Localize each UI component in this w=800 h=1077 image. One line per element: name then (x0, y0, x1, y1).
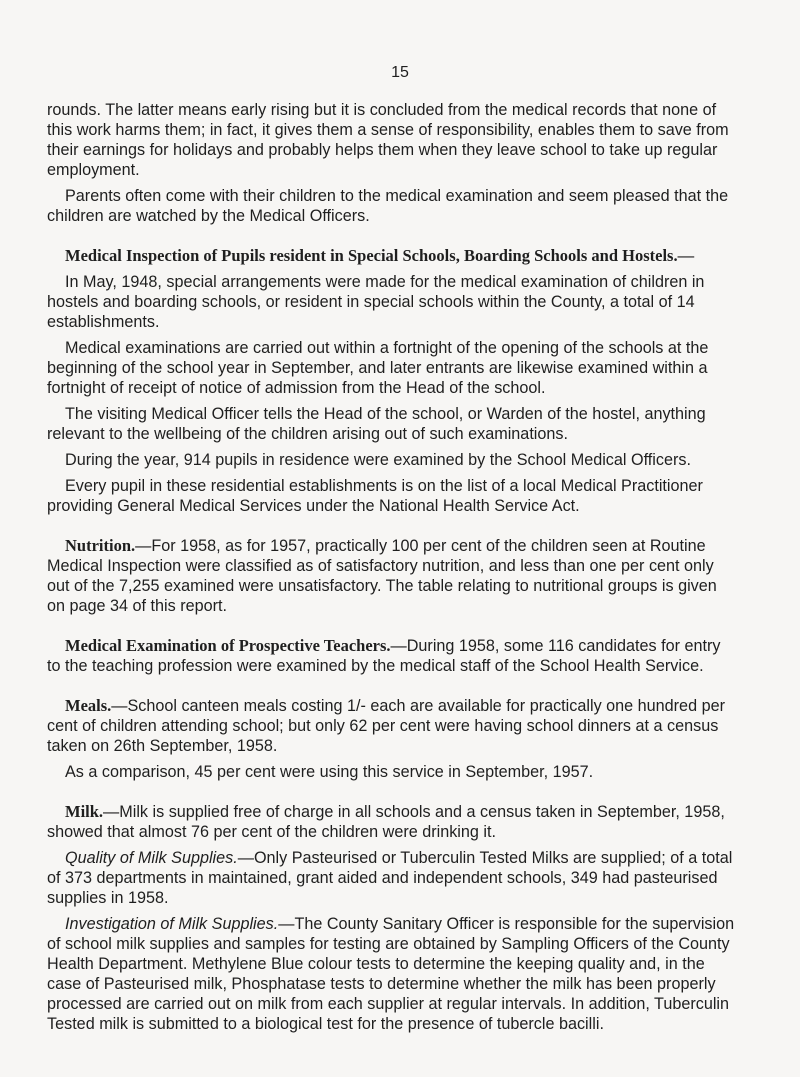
section-nutrition (47, 536, 738, 616)
special-schools-heading: Medical Inspection of Pupils resident in Special Schools, Boarding Schools and Hostels.— (65, 246, 695, 265)
paragraph-examinations: Medical examinations are carried out within a fortnight of the opening of the schools at the beginning of the school year in September, and later entrants are likewise examined within a fortnight of receipt of notice of admission from the Head of the school. (47, 339, 709, 397)
paragraph-pupils-examined: During the year, 914 pupils in residence were examined by the School Medical Officers. (65, 451, 691, 469)
teachers-heading: Medical Examination of Prospective Teachers. (65, 636, 391, 655)
investigation-text: —The County Sanitary Officer is responsible for the supervision of school milk supplies and samples for testing are obtained by Sampling Officers of the County Health Department. Methylene Blue colour tests to determine the keeping quality and, in the case of Pasteurised milk, Phosphatase tests to determine whether the milk has been properly processed are carried out on milk from each supplier at regular intervals. In addition, Tuberculin Tested milk is submitted to a biological test for the presence of tubercle bacilli. (47, 915, 735, 1033)
nutrition-heading: Nutrition. (65, 536, 136, 555)
paragraph-parents: Parents often come with their children to the medical examination and seem pleased that the children are watched by the Medical Officers. (47, 187, 729, 225)
meals-text: —School canteen meals costing 1/- each are available for practically one hundred per cent of children attending school; but only 62 per cent were having school dinners at a census taken on 26th September, 1958. (47, 697, 725, 755)
quality-text: —Only Pasteurised or Tuberculin Tested Milks are supplied; of a total of 373 departments in maintained, grant aided and independent schools, 349 had pasteurised supplies in 1958. (47, 849, 733, 907)
investigation-heading: Investigation of Milk Supplies. (65, 915, 279, 933)
milk-heading: Milk. (65, 802, 104, 821)
section-investigation-milk (47, 914, 738, 1034)
milk-text: —Milk is supplied free of charge in all schools and a census taken in September, 1958, showed that almost 76 per cent of the children were drinking it. (47, 803, 725, 841)
paragraph-comparison: As a comparison, 45 per cent were using this service in September, 1957. (65, 763, 594, 781)
section-milk (47, 802, 738, 842)
section-meals (47, 696, 738, 756)
paragraph-arrangements: In May, 1948, special arrangements were made for the medical examination of children in hostels and boarding schools, or resident in special schools within the County, a total of 14 establishments. (47, 273, 705, 331)
section-quality-milk (47, 848, 738, 908)
paragraph-continued: rounds. The latter means early rising but it is concluded from the medical records that none of this work harms them; in fact, it gives them a sense of responsibility, enables them to save from their earnings for holidays and probably helps them when they leave school to take up regular employment. (47, 101, 729, 179)
document-body (47, 100, 738, 1034)
meals-heading: Meals. (65, 696, 112, 715)
section-prospective-teachers (47, 636, 738, 676)
paragraph-visiting-officer: The visiting Medical Officer tells the Head of the school, or Warden of the hostel, anything relevant to the wellbeing of the children arising out of such examinations. (47, 405, 706, 443)
quality-heading: Quality of Milk Supplies. (65, 849, 238, 867)
section-heading-special-schools (47, 246, 738, 266)
teachers-text: —During 1958, some 116 candidates for entry to the teaching profession were examined by the medical staff of the School Health Service. (47, 637, 721, 675)
page-number: 15 (391, 64, 409, 81)
paragraph-practitioner: Every pupil in these residential establishments is on the list of a local Medical Practitioner providing General Medical Services under the National Health Service Act. (47, 477, 703, 515)
nutrition-text: —For 1958, as for 1957, practically 100 per cent of the children seen at Routine Medical Inspection were classified as of satisfactory nutrition, and less than one per cent only out of the 7,255 examined were unsatisfactory. The table relating to nutritional groups is given on page 34 of this report. (47, 537, 717, 615)
